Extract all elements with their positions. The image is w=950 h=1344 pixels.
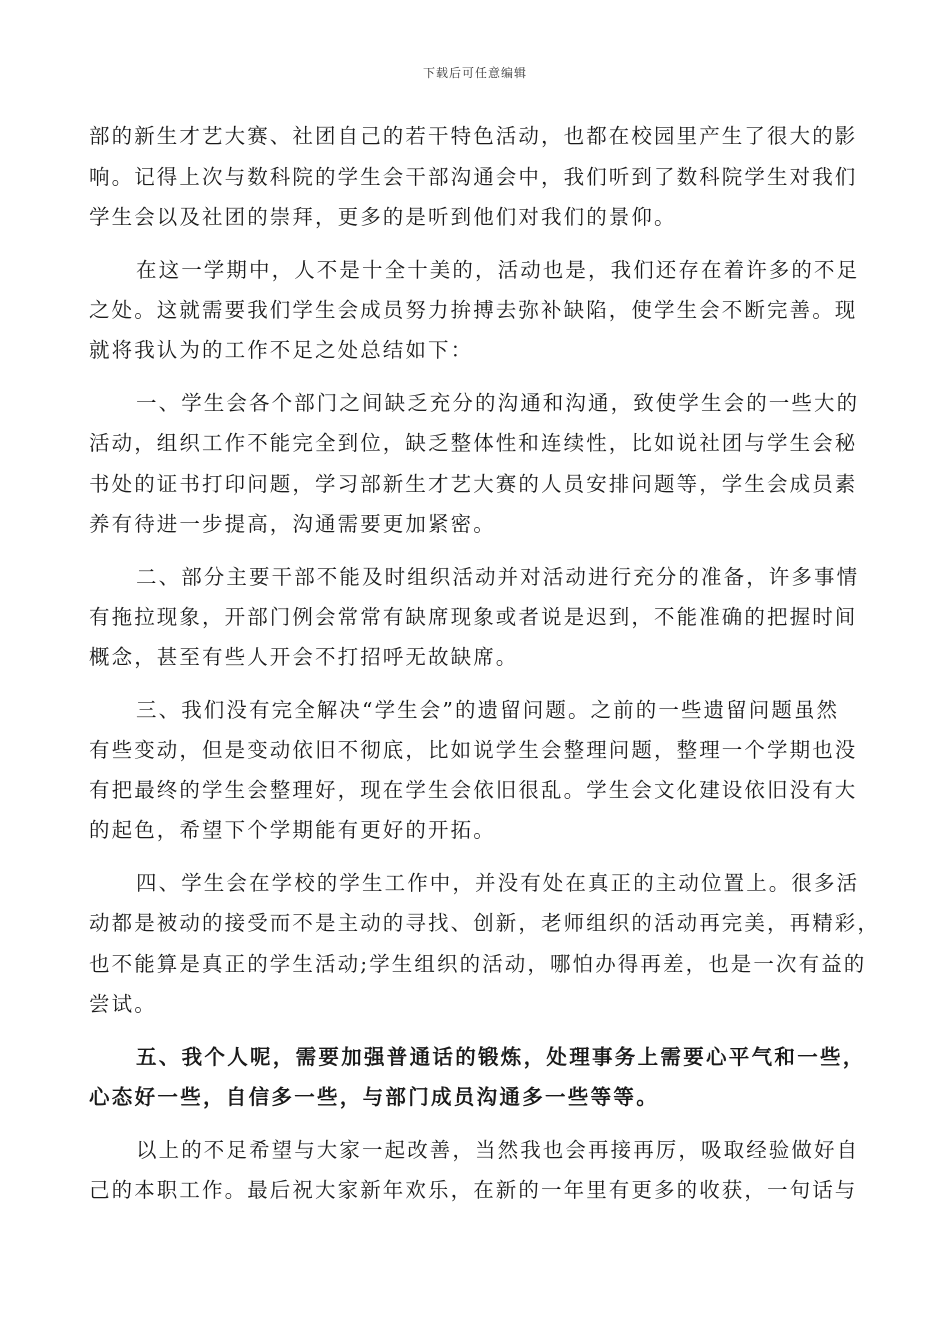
page-header: 下载后可任意编辑 — [422, 66, 527, 80]
paragraph-line: 就将我认为的工作不足之处总结如下： — [89, 338, 474, 362]
paragraph-line: 学生会以及社团的崇拜，更多的是听到他们对我们的景仰。 — [89, 205, 677, 229]
paragraph-line: 有些变动，但是变动依旧不彻底，比如说学生会整理问题，整理一个学期也没 — [89, 738, 858, 762]
paragraph-line: 书处的证书打印问题，学习部新生才艺大赛的人员安排问题等，学生会成员素 — [89, 472, 858, 496]
paragraph-line: 三、我们没有完全解决“学生会”的遗留问题。之前的一些遗留问题虽然 — [136, 698, 840, 722]
paragraph-line: 的起色，希望下个学期能有更好的开拓。 — [89, 818, 496, 842]
paragraph-line-bold: 五、我个人呢，需要加强普通话的锻炼，处理事务上需要心平气和一些， — [136, 1045, 866, 1069]
paragraph-line: 一、学生会各个部门之间缺乏充分的沟通和沟通，致使学生会的一些大的 — [136, 391, 860, 415]
paragraph-line: 二、部分主要干部不能及时组织活动并对活动进行充分的准备，许多事情 — [136, 565, 860, 589]
paragraph-line: 尝试。 — [89, 992, 157, 1016]
paragraph-line: 以上的不足希望与大家一起改善，当然我也会再接再厉，吸取经验做好自 — [136, 1138, 860, 1162]
paragraph-line: 己的本职工作。最后祝大家新年欢乐，在新的一年里有更多的收获，一句话与 — [89, 1178, 858, 1202]
paragraph-line: 也不能算是真正的学生活动;学生组织的活动，哪怕办得再差，也是一次有益的 — [89, 952, 867, 976]
paragraph-line: 在这一学期中，人不是十全十美的，活动也是，我们还存在着许多的不足 — [136, 258, 860, 282]
paragraph-line: 响。记得上次与数科院的学生会干部沟通会中，我们听到了数科院学生对我们 — [89, 165, 858, 189]
paragraph-line: 之处。这就需要我们学生会成员努力拚搏去弥补缺陷，使学生会不断完善。现 — [89, 298, 858, 322]
paragraph-line: 动都是被动的接受而不是主动的寻找、创新，老师组织的活动再完美，再精彩， — [89, 911, 880, 935]
paragraph-line-bold: 心态好一些，自信多一些，与部门成员沟通多一些等等。 — [89, 1085, 659, 1109]
paragraph-line: 概念，甚至有些人开会不打招呼无故缺席。 — [89, 645, 519, 669]
paragraph-line: 部的新生才艺大赛、社团自己的若干特色活动，也都在校园里产生了很大的影 — [89, 124, 858, 148]
paragraph-line: 活动，组织工作不能完全到位，缺乏整体性和连续性，比如说社团与学生会秘 — [89, 431, 858, 455]
paragraph-line: 四、学生会在学校的学生工作中，并没有处在真正的主动位置上。很多活 — [136, 871, 860, 895]
paragraph-line: 养有待进一步提高，沟通需要更加紧密。 — [89, 512, 496, 536]
paragraph-line: 有把最终的学生会整理好，现在学生会依旧很乱。学生会文化建设依旧没有大 — [89, 778, 858, 802]
paragraph-line: 有拖拉现象，开部门例会常常有缺席现象或者说是迟到，不能准确的把握时间 — [89, 605, 858, 629]
